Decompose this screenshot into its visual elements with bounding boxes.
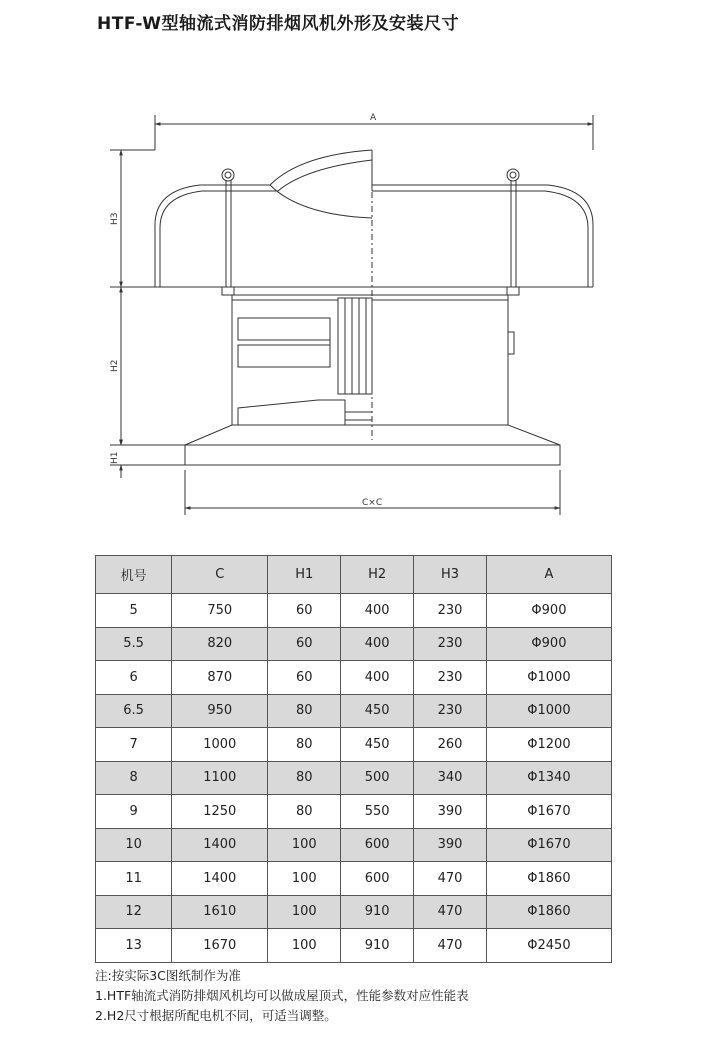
cell-h3: 230: [414, 627, 487, 661]
cell-h3: 470: [414, 929, 487, 963]
header-a: A: [486, 556, 611, 594]
table-row: [96, 694, 612, 728]
page-title: HTF-W型轴流式消防排烟风机外形及安装尺寸: [97, 14, 459, 34]
cell-a: Φ900: [486, 594, 611, 628]
cell-model: 9: [96, 795, 172, 829]
cell-h3: 230: [414, 661, 487, 695]
cell-c: 870: [172, 661, 268, 695]
cell-a: Φ900: [486, 627, 611, 661]
cell-h1: 100: [268, 862, 341, 896]
label-a: A: [370, 113, 377, 123]
note-line: 2.H2尺寸根据所配电机不同，可适当调整。: [95, 1008, 337, 1023]
cell-c: 820: [172, 627, 268, 661]
cell-h1: 60: [268, 661, 341, 695]
table-row: [96, 862, 612, 896]
cell-a: Φ1000: [486, 661, 611, 695]
cell-h2: 600: [341, 862, 414, 896]
cell-h1: 100: [268, 828, 341, 862]
cell-h1: 80: [268, 694, 341, 728]
table-row: [96, 627, 612, 661]
cell-h2: 500: [341, 761, 414, 795]
cell-model: 7: [96, 728, 172, 762]
table-row: [96, 761, 612, 795]
cell-c: 1610: [172, 895, 268, 929]
cell-h1: 60: [268, 627, 341, 661]
cell-model: 10: [96, 828, 172, 862]
table-header-row: [96, 556, 612, 594]
cell-h3: 230: [414, 694, 487, 728]
cell-h1: 80: [268, 761, 341, 795]
cell-h2: 400: [341, 661, 414, 695]
cell-model: 8: [96, 761, 172, 795]
cell-h2: 450: [341, 694, 414, 728]
header-h2: H2: [341, 556, 414, 594]
table-row: [96, 895, 612, 929]
header-c: C: [172, 556, 268, 594]
table-row: [96, 795, 612, 829]
cell-h2: 600: [341, 828, 414, 862]
cell-h3: 390: [414, 828, 487, 862]
dimension-h2: [110, 287, 190, 445]
table-row: [96, 661, 612, 695]
dimension-h1: [110, 432, 185, 478]
cell-h2: 910: [341, 895, 414, 929]
cell-a: Φ1340: [486, 761, 611, 795]
table-row: [96, 828, 612, 862]
cell-c: 950: [172, 694, 268, 728]
cell-h3: 390: [414, 795, 487, 829]
cell-h2: 550: [341, 795, 414, 829]
cell-c: 1670: [172, 929, 268, 963]
label-h3: H3: [110, 212, 120, 225]
cell-a: Φ1670: [486, 795, 611, 829]
cell-h1: 100: [268, 895, 341, 929]
cell-c: 1250: [172, 795, 268, 829]
cell-a: Φ1000: [486, 694, 611, 728]
cell-h3: 340: [414, 761, 487, 795]
fan-hood: [155, 150, 593, 295]
label-cxc: C×C: [362, 498, 383, 508]
table-row: [96, 728, 612, 762]
header-model: 机号: [96, 556, 172, 594]
cell-c: 1400: [172, 862, 268, 896]
cell-model: 12: [96, 895, 172, 929]
cell-model: 6: [96, 661, 172, 695]
cell-model: 5.5: [96, 627, 172, 661]
cell-a: Φ1670: [486, 828, 611, 862]
dimension-table: [95, 555, 612, 963]
table-row: [96, 594, 612, 628]
cell-a: Φ1200: [486, 728, 611, 762]
cell-h2: 910: [341, 929, 414, 963]
cell-a: Φ2450: [486, 929, 611, 963]
cell-c: 1400: [172, 828, 268, 862]
cell-h3: 230: [414, 594, 487, 628]
cell-h3: 260: [414, 728, 487, 762]
cell-h1: 60: [268, 594, 341, 628]
label-h1: H1: [110, 451, 120, 464]
label-h2: H2: [110, 359, 120, 372]
cell-a: Φ1860: [486, 862, 611, 896]
cell-model: 5: [96, 594, 172, 628]
cell-h2: 450: [341, 728, 414, 762]
cell-h3: 470: [414, 862, 487, 896]
cell-h2: 400: [341, 594, 414, 628]
dimension-cxc: [185, 470, 560, 515]
cell-h2: 400: [341, 627, 414, 661]
notes: [95, 966, 469, 1026]
note-line: 注:按实际3C图纸制作为准: [95, 968, 241, 983]
header-h1: H1: [268, 556, 341, 594]
cell-c: 1000: [172, 728, 268, 762]
cell-h1: 80: [268, 795, 341, 829]
cell-h3: 470: [414, 895, 487, 929]
cell-c: 1100: [172, 761, 268, 795]
cell-h1: 80: [268, 728, 341, 762]
note-line: 1.HTF轴流式消防排烟风机均可以做成屋顶式，性能参数对应性能表: [95, 988, 469, 1003]
cell-model: 13: [96, 929, 172, 963]
cell-model: 11: [96, 862, 172, 896]
cell-h1: 100: [268, 929, 341, 963]
cell-model: 6.5: [96, 694, 172, 728]
header-h3: H3: [414, 556, 487, 594]
table-row: [96, 929, 612, 963]
cell-c: 750: [172, 594, 268, 628]
cell-a: Φ1860: [486, 895, 611, 929]
